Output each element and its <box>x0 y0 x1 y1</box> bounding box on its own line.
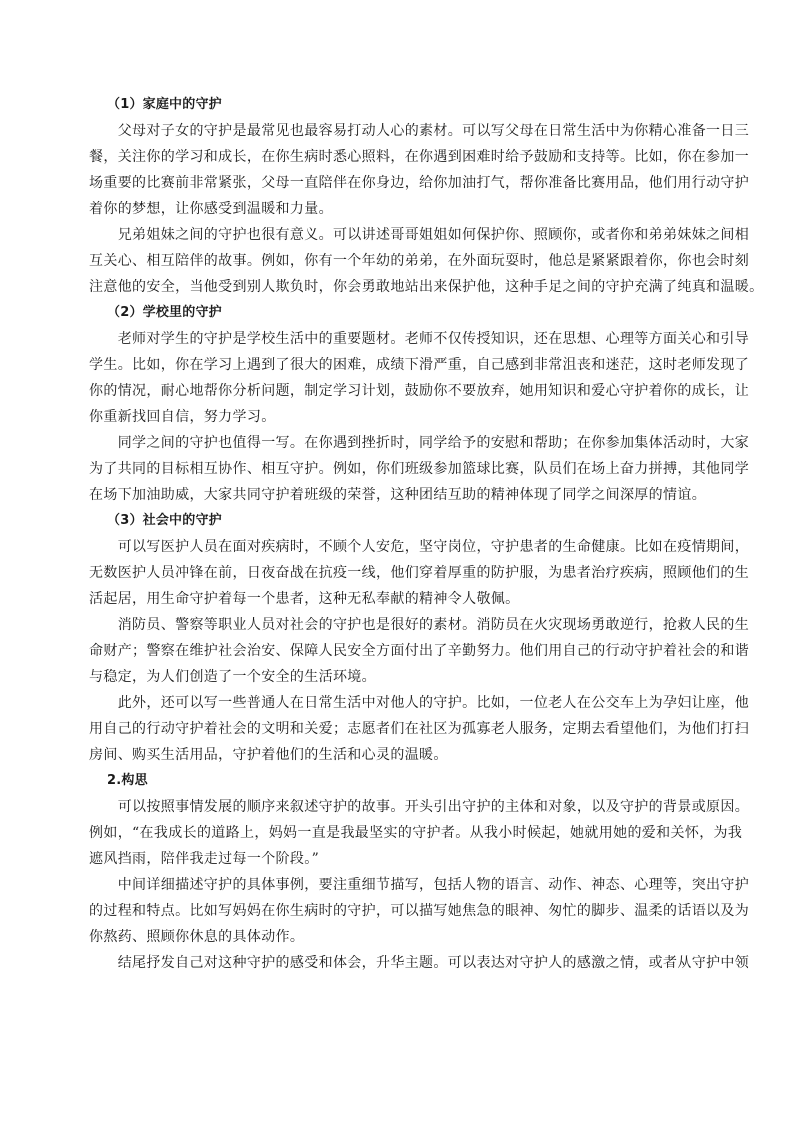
paragraph-line: 场重要的比赛前非常紧张，父母一直陪伴在你身边，给你加油打气，帮你准备比赛用品，他们用行动守护 <box>89 175 750 191</box>
paragraph <box>89 612 750 690</box>
paragraph-line: 你的情况，耐心地帮你分析问题，制定学习计划，鼓励你不要放弃，她用知识和爱心守护着你的成长，让 <box>89 383 750 399</box>
paragraph-line: 着你的梦想，让你感受到温暖和力量。 <box>89 201 333 217</box>
section-heading: （3）社会中的守护 <box>107 513 222 528</box>
paragraph-line: 消防员、警察等职业人员对社会的守护也是很好的素材。消防员在火灾现场勇敢逆行，抢救人民的生 <box>89 617 750 633</box>
paragraph-line: 房间、购买生活用品，守护着他们的生活和心灵的温暖。 <box>89 747 448 763</box>
paragraph <box>89 222 764 300</box>
paragraph <box>89 950 750 976</box>
paragraph-line: 你熬药、照顾你休息的具体动作。 <box>89 929 305 945</box>
paragraph-line: 遮风挡雨，陪伴我走过每一个阶段。” <box>89 851 320 867</box>
paragraph <box>89 690 750 768</box>
paragraph-line: 你重新找回自信，努力学习。 <box>89 409 276 425</box>
section-heading: （2）学校里的守护 <box>107 305 222 320</box>
paragraph-line: 老师对学生的守护是学校生活中的重要题材。老师不仅传授知识，还在思想、心理等方面关心和引导 <box>89 331 750 347</box>
paragraph-line: 例如，“在我成长的道路上，妈妈一直是我最坚实的守护者。从我小时候起，她就用她的爱和关怀，为我 <box>89 825 743 841</box>
paragraph-line: 结尾抒发自己对这种守护的感受和体会，升华主题。可以表达对守护人的感激之情，或者从守护中领 <box>89 955 750 971</box>
paragraph-line: 命财产；警察在维护社会治安、保障人民安全方面付出了辛勤努力。他们用自己的行动守护着社会的和谐 <box>89 643 750 659</box>
paragraph-line: 为了共同的目标相互协作、相互守护。例如，你们班级参加篮球比赛，队员们在场上奋力拼搏，其他同学 <box>89 461 750 477</box>
paragraph-line: 注意他的安全，当他受到别人欺负时，你会勇敢地站出来保护他，这种手足之间的守护充满了纯真和温暖。 <box>89 279 764 295</box>
paragraph-line: 中间详细描述守护的具体事例，要注重细节描写，包括人物的语言、动作、神态、心理等，突出守护 <box>89 877 750 893</box>
paragraph-line: 的过程和特点。比如写妈妈在你生病时的守护，可以描写她焦急的眼神、匆忙的脚步、温柔的话语以及为 <box>89 903 750 919</box>
paragraph-line: 可以按照事情发展的顺序来叙述守护的故事。开头引出守护的主体和对象，以及守护的背景或原因。 <box>89 799 750 815</box>
document-body <box>89 92 764 976</box>
paragraph-line: 此外，还可以写一些普通人在日常生活中对他人的守护。比如，一位老人在公交车上为孕妇让座，他 <box>89 695 750 711</box>
section-heading: 2.构思 <box>107 773 148 788</box>
paragraph-line: 同学之间的守护也值得一写。在你遇到挫折时，同学给予的安慰和帮助；在你参加集体活动时，大家 <box>89 435 750 451</box>
paragraph-line: 互关心、相互陪伴的故事。例如，你有一个年幼的弟弟，在外面玩耍时，他总是紧紧跟着你，你也会时刻 <box>89 253 750 269</box>
paragraph <box>89 326 750 430</box>
paragraph-line: 兄弟姐妹之间的守护也很有意义。可以讲述哥哥姐姐如何保护你、照顾你，或者你和弟弟妹妹之间相 <box>89 227 750 243</box>
paragraph-line: 无数医护人员冲锋在前，日夜奋战在抗疫一线，他们穿着厚重的防护服，为患者治疗疾病，照顾他们的生 <box>89 565 750 581</box>
paragraph-line: 与稳定，为人们创造了一个安全的生活环境。 <box>89 669 376 685</box>
paragraph <box>89 872 750 950</box>
paragraph <box>89 794 750 872</box>
paragraph-line: 用自己的行动守护着社会的文明和关爱；志愿者们在社区为孤寡老人服务，定期去看望他们，为他们打扫 <box>89 721 750 737</box>
paragraph <box>89 534 750 612</box>
paragraph-line: 学生。比如，你在学习上遇到了很大的困难，成绩下滑严重，自己感到非常沮丧和迷茫，这时老师发现了 <box>89 357 750 373</box>
paragraph-line: 餐，关注你的学习和成长，在你生病时悉心照料，在你遇到困难时给予鼓励和支持等。比如，你在参加一 <box>89 149 750 165</box>
paragraph-line: 在场下加油助威，大家共同守护着班级的荣誉，这种团结互助的精神体现了同学之间深厚的情谊。 <box>89 487 707 503</box>
paragraph-line: 活起居，用生命守护着每一个患者，这种无私奉献的精神令人敬佩。 <box>89 591 520 607</box>
paragraph <box>89 118 750 222</box>
paragraph-line: 可以写医护人员在面对疾病时，不顾个人安危，坚守岗位，守护患者的生命健康。比如在疫情期间， <box>89 539 750 555</box>
paragraph-line: 父母对子女的守护是最常见也最容易打动人心的素材。可以写父母在日常生活中为你精心准备一日三 <box>89 123 750 139</box>
section-heading: （1）家庭中的守护 <box>107 97 222 112</box>
paragraph <box>89 430 750 508</box>
